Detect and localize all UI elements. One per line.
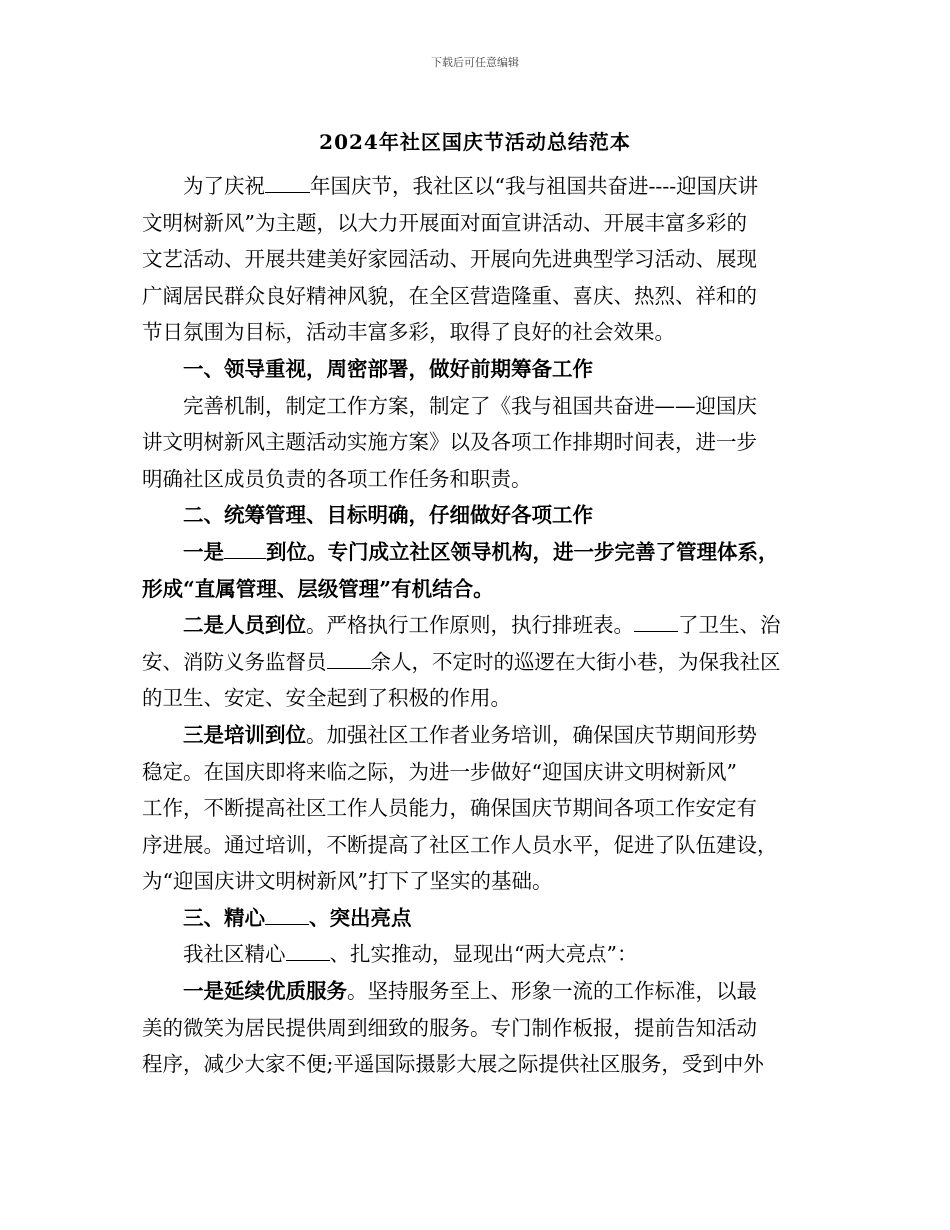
section-2-p3-line-5: 为“迎国庆讲文明树新风”打下了坚实的基础。 <box>142 869 553 894</box>
section-1-line-3: 明确社区成员负责的各项工作任务和职责。 <box>142 466 532 491</box>
p2-text: 了卫生、治 <box>678 613 781 638</box>
intro-text: 为了庆祝 <box>183 174 265 198</box>
intro-line-3: 文艺活动、开展共建美好家园活动、开展向先进典型学习活动、展现 <box>142 247 757 272</box>
p2-text: 安、消防义务监督员 <box>142 649 327 674</box>
section-3-heading <box>142 900 822 937</box>
fill-blank <box>265 170 310 193</box>
section-3-p1-line-2: 美的微笑为居民提供周到细致的服务。专门制作板报，提前告知活动 <box>142 1015 757 1040</box>
section-2-p3-line-4: 序进展。通过培训，不断提高了社区工作人员水平，促进了队伍建设， <box>142 832 778 857</box>
intro-text: 、扎实推动，显现出“两大亮点”： <box>329 942 638 967</box>
section-2-p1-line-1 <box>142 534 822 571</box>
heading-text: 、突出亮点 <box>309 905 412 930</box>
fill-blank <box>634 610 678 633</box>
p1-lead: 一是延续优质服务 <box>183 979 347 1004</box>
p3-lead: 三是培训到位 <box>183 722 306 747</box>
p2-text: 。严格执行工作原则，执行排班表。 <box>306 613 634 638</box>
section-1-line-2: 讲文明树新风主题活动实施方案》以及各项工作排期时间表，进一步 <box>142 430 757 455</box>
intro-line-4: 广阔居民群众良好精神风貌，在全区营造隆重、喜庆、热烈、祥和的 <box>142 283 757 308</box>
p1-text: 。坚持服务至上、形象一流的工作标准，以最 <box>347 979 757 1004</box>
intro-text: 年国庆节，我社区以“我与祖国共奋进----迎国庆讲 <box>310 174 759 198</box>
section-1-line-1: 完善机制，制定工作方案，制定了《我与祖国共奋进——迎国庆 <box>183 393 757 418</box>
section-3-intro <box>142 936 822 973</box>
intro-text: 我社区精心 <box>183 942 286 967</box>
fill-blank <box>327 646 371 669</box>
p1-text: 到位。专门成立社区领导机构，进一步完善了管理体系， <box>266 539 779 564</box>
section-2-p3-line-3: 工作，不断提高社区工作人员能力，确保国庆节期间各项工作安定有 <box>142 796 757 821</box>
section-2-p2-line-3: 的卫生、安定、安全起到了积极的作用。 <box>142 686 511 711</box>
section-2-p2-line-1 <box>142 607 822 644</box>
intro-line-1 <box>142 168 822 205</box>
intro-line-5: 节日氛围为目标，活动丰富多彩，取得了良好的社会效果。 <box>142 320 675 345</box>
fill-blank <box>224 536 266 559</box>
section-3-p1-line-1 <box>142 973 822 1010</box>
intro-line-2: 文明树新风”为主题，以大力开展面对面宣讲活动、开展丰富多彩的 <box>142 210 747 235</box>
p2-lead: 二是人员到位 <box>183 613 306 638</box>
fill-blank <box>286 939 330 962</box>
section-3-p1-line-3: 程序，减少大家不便;平遥国际摄影大展之际提供社区服务，受到中外 <box>142 1052 764 1077</box>
page-header-note: 下载后可任意编辑 <box>431 56 519 69</box>
document-body <box>142 168 822 1083</box>
section-2-heading: 二、统筹管理、目标明确，仔细做好各项工作 <box>183 503 593 528</box>
section-2-p3-line-1 <box>142 717 822 754</box>
section-2-p1-line-2: 形成“直属管理、层级管理”有机结合。 <box>142 576 494 601</box>
p3-text: 。加强社区工作者业务培训，确保国庆节期间形势 <box>306 722 757 747</box>
section-2-p3-line-2: 稳定。在国庆即将来临之际，为进一步做好“迎国庆讲文明树新风” <box>142 759 737 784</box>
fill-blank <box>265 902 309 925</box>
p1-text: 一是 <box>183 539 224 564</box>
heading-text: 三、精心 <box>183 905 265 930</box>
section-1-heading: 一、领导重视，周密部署，做好前期筹备工作 <box>183 356 593 381</box>
section-2-p2-line-2 <box>142 644 822 681</box>
document-title: 2024年社区国庆节活动总结范本 <box>319 130 631 154</box>
p2-text: 余人，不定时的巡逻在大街小巷，为保我社区 <box>370 649 781 674</box>
